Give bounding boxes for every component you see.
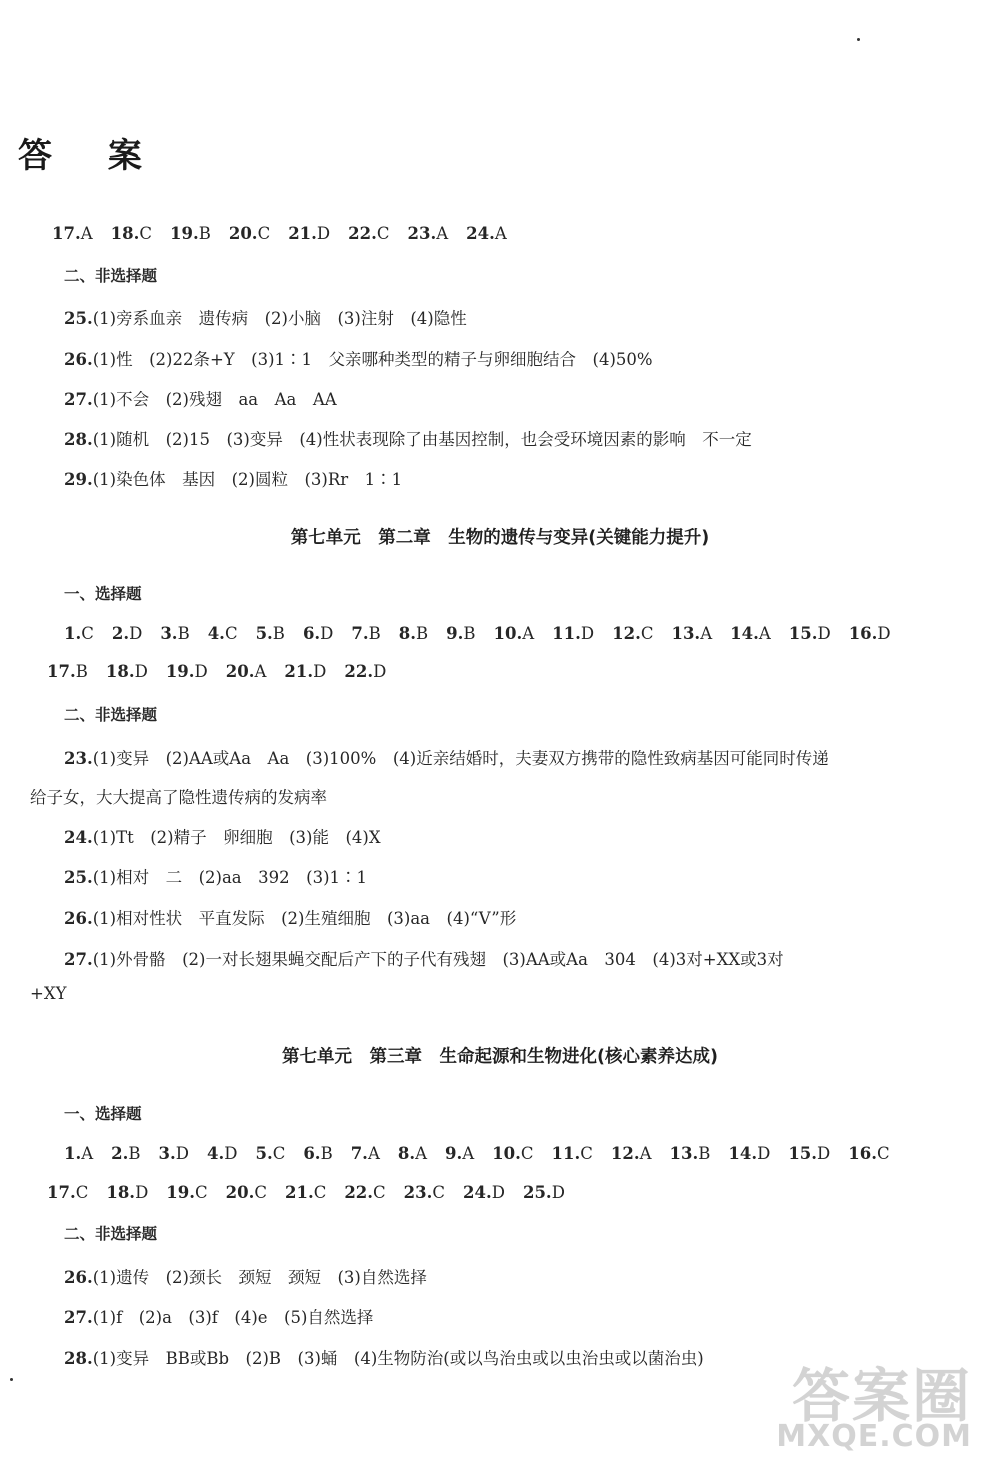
question-number: 25. — [64, 309, 93, 328]
question-number: 5. — [255, 624, 273, 643]
mc-answer-item — [166, 662, 208, 681]
question-number: 8. — [398, 624, 417, 643]
answer-text: (1)不会 (2)残翅 aa Aa AA — [92, 390, 337, 409]
answer-letter: B — [75, 662, 88, 681]
mc-answer-item — [170, 224, 211, 243]
question-number: 26. — [64, 909, 93, 928]
question-number: 25. — [522, 1183, 552, 1202]
answer-text: (1)相对 二 (2)aa 392 (3)1∶1 — [92, 868, 367, 887]
question-number: 3. — [160, 624, 178, 643]
answer-letter: B — [320, 1144, 333, 1163]
answer-line — [64, 905, 516, 929]
mc-answer-item — [351, 1144, 380, 1163]
answer-text: (1)染色体 基因 (2)圆粒 (3)Rr 1∶1 — [92, 470, 403, 489]
answer-line — [64, 1304, 373, 1328]
answer-letter: C — [640, 624, 654, 643]
answer-letter: D — [313, 662, 327, 681]
question-number: 27. — [64, 1308, 93, 1327]
question-number: 7. — [350, 1144, 368, 1163]
answer-letter: B — [416, 624, 429, 643]
question-number: 20. — [228, 224, 258, 243]
mc-answer-item — [64, 624, 94, 643]
answer-letter: D — [757, 1144, 771, 1163]
answer-line — [64, 864, 367, 888]
mc-answer-item — [348, 224, 389, 243]
mc-answer-item — [229, 224, 270, 243]
question-number: 26. — [64, 1268, 93, 1287]
question-number: 24. — [466, 224, 495, 243]
question-number: 1. — [64, 1144, 82, 1163]
answer-line — [64, 305, 467, 329]
question-number: 4. — [207, 1144, 225, 1163]
mc-answer-item — [612, 624, 653, 643]
question-number: 12. — [612, 624, 641, 643]
answer-letter: C — [254, 1183, 267, 1202]
answer-letter: D — [135, 1183, 149, 1202]
mc-answer-item — [445, 1144, 474, 1163]
answer-letter: B — [463, 624, 476, 643]
answer-27-ch2: 27.(1)外骨骼 (2)一对长翅果蝇交配后产下的子代有残翅 (3)AA或Aa 304 (4)3对+XX或3对 — [64, 950, 784, 969]
answer-letter: C — [224, 624, 238, 643]
question-number: 10. — [493, 624, 523, 643]
answer-letter: A — [367, 1144, 380, 1163]
question-number: 19. — [169, 224, 199, 243]
question-number: 23. — [407, 224, 437, 243]
answer-letter: A — [415, 1144, 428, 1163]
question-number: 28. — [64, 430, 93, 449]
answer-letter: A — [494, 224, 507, 243]
answer-letter: D — [817, 1144, 831, 1163]
question-number: 5. — [255, 1144, 273, 1163]
mc-answer-item — [256, 624, 285, 643]
watermark-logo-text: 答案圈 — [791, 1362, 972, 1430]
question-number: 1. — [64, 624, 82, 643]
mc-answers-1-16-ch3 — [64, 1144, 908, 1163]
answer-letter: B — [698, 1144, 711, 1163]
question-number: 16. — [848, 1144, 877, 1163]
question-number: 8. — [397, 1144, 416, 1163]
mc-answer-item — [789, 624, 831, 643]
answer-text: (1)相对性状 平直发际 (2)生殖细胞 (3)aa (4)“V”形 — [92, 909, 517, 928]
mc-answer-item — [47, 662, 88, 681]
answer-letter: C — [195, 1183, 208, 1202]
answer-text: (1)旁系血亲 遗传病 (2)小脑 (3)注射 (4)隐性 — [92, 309, 467, 328]
answer-letter: C — [373, 1183, 386, 1202]
answer-letter: C — [313, 1183, 327, 1202]
question-number: 24. — [463, 1183, 492, 1202]
question-number: 22. — [344, 1183, 374, 1202]
mc-answer-item — [494, 624, 535, 643]
answer-letter: D — [129, 624, 143, 643]
question-number: 6. — [302, 624, 321, 643]
mc-answer-item — [112, 624, 142, 643]
mc-answer-item — [463, 1183, 505, 1202]
question-number: 17. — [47, 662, 76, 681]
chapter-2-heading: 第七单元 第二章 生物的遗传与变异(关键能力提升) — [290, 528, 710, 548]
answer-text: (1)随机 (2)15 (3)变异 (4)性状表现除了由基因控制，也会受环境因素的影响 不一定 — [92, 430, 752, 449]
answer-line — [64, 824, 381, 848]
answer-line — [64, 426, 752, 450]
mc-answer-item — [344, 662, 386, 681]
answer-letter: A — [462, 1144, 475, 1163]
question-number: 18. — [110, 224, 140, 243]
mc-answer-item — [159, 1144, 189, 1163]
question-number: 26. — [64, 350, 93, 369]
answer-text: (1)变异 BB或Bb (2)B (3)蛹 (4)生物防治(或以鸟治虫或以虫治虫或以菌治虫) — [92, 1349, 704, 1368]
answer-letter: D — [551, 1183, 565, 1202]
answer-23-cont: 给子女，大大提高了隐性遗传病的发病率 — [30, 788, 327, 807]
question-number: 14. — [730, 624, 759, 643]
answer-letter: D — [817, 624, 831, 643]
question-number: 6. — [303, 1144, 321, 1163]
question-number: 11. — [551, 1144, 581, 1163]
mc-answer-item — [728, 1144, 770, 1163]
section-nonchoice-2: 二、非选择题 — [64, 706, 158, 724]
question-number: 18. — [105, 662, 135, 681]
answer-23-line1: (1)变异 (2)AA或Aa Aa (3)100% (4)近亲结婚时，夫妻双方携带的隐性致病基因可能同时传递 — [92, 749, 829, 768]
question-number: 15. — [788, 624, 818, 643]
answer-letter: C — [520, 1144, 534, 1163]
mc-answers-17-25-ch3 — [47, 1183, 583, 1202]
question-number: 4. — [207, 624, 225, 643]
question-number: 19. — [166, 1183, 196, 1202]
answer-letter: A — [436, 224, 449, 243]
mc-answer-item — [160, 624, 189, 643]
answer-letter: A — [254, 662, 267, 681]
mc-answer-item — [848, 1144, 889, 1163]
question-number: 24. — [64, 828, 93, 847]
answer-line — [64, 346, 653, 370]
mc-answer-item — [404, 1183, 445, 1202]
answer-letter: A — [522, 624, 535, 643]
question-number: 10. — [492, 1144, 521, 1163]
section-choice-3: 一、选择题 — [64, 1105, 142, 1123]
answer-letter: D — [320, 624, 334, 643]
question-number: 9. — [446, 624, 464, 643]
answer-letter: A — [700, 624, 713, 643]
mc-answer-item — [166, 1183, 207, 1202]
answer-letter: A — [80, 224, 93, 243]
answer-letter: A — [81, 1144, 94, 1163]
answer-letter: C — [272, 1144, 286, 1163]
mc-answer-item — [398, 1144, 427, 1163]
answer-letter: C — [376, 224, 390, 243]
answer-letter: D — [194, 662, 208, 681]
question-number: 21. — [284, 1183, 314, 1202]
mc-answer-item — [111, 1144, 140, 1163]
answer-27-cont: +XY — [30, 984, 67, 1003]
mc-answer-item — [788, 1144, 830, 1163]
question-number: 13. — [671, 624, 701, 643]
mc-answer-item — [303, 1144, 332, 1163]
mc-answer-item — [288, 224, 330, 243]
question-number: 9. — [445, 1144, 463, 1163]
answer-text: (1)性 (2)22条+Y (3)1∶1 父亲哪种类型的精子与卵细胞结合 (4)50% — [92, 350, 653, 369]
answer-text: (1)遗传 (2)颈长 颈短 颈短 (3)自然选择 — [92, 1268, 427, 1287]
answer-line — [64, 466, 402, 490]
mc-answer-item — [106, 662, 148, 681]
mc-answer-item — [255, 1144, 285, 1163]
answer-letter: C — [432, 1183, 446, 1202]
answer-text: (1)Tt (2)精子 卵细胞 (3)能 (4)X — [92, 828, 381, 847]
mc-answer-item — [552, 624, 594, 643]
mc-answer-item — [52, 224, 93, 243]
answer-letter: B — [272, 624, 285, 643]
question-number: 21. — [288, 224, 317, 243]
answer-letter: C — [257, 224, 271, 243]
answer-27-line1: (1)外骨骼 (2)一对长翅果蝇交配后产下的子代有残翅 (3)AA或Aa 304 (4)3对+XX或3对 — [92, 950, 784, 969]
answer-text: (1)f (2)a (3)f (4)e (5)自然选择 — [92, 1308, 374, 1327]
answer-letter: C — [139, 224, 152, 243]
mc-answer-item — [47, 1183, 88, 1202]
question-number: 14. — [728, 1144, 758, 1163]
section-choice-2: 一、选择题 — [64, 585, 142, 603]
mc-answer-item — [730, 624, 771, 643]
section-nonchoice-1: 二、非选择题 — [64, 267, 158, 285]
question-number: 15. — [788, 1144, 818, 1163]
question-number: 29. — [64, 470, 93, 489]
mc-answer-item — [523, 1183, 565, 1202]
answer-letter: C — [580, 1144, 593, 1163]
mc-answer-item — [106, 1183, 148, 1202]
answer-line — [64, 1264, 427, 1288]
scan-speck — [857, 38, 860, 41]
mc-answer-item — [226, 662, 267, 681]
mc-answer-item — [303, 624, 333, 643]
section-nonchoice-3: 二、非选择题 — [64, 1225, 158, 1243]
mc-answer-item — [492, 1144, 533, 1163]
question-number: 23. — [403, 1183, 433, 1202]
answer-letter: C — [876, 1144, 890, 1163]
answer-letter: A — [639, 1144, 652, 1163]
mc-answer-item — [226, 1183, 267, 1202]
answer-letter: C — [81, 624, 94, 643]
mc-answers-17-22-ch2 — [47, 662, 404, 681]
mc-answer-item — [208, 624, 238, 643]
mc-answer-item — [111, 224, 152, 243]
question-number: 28. — [64, 1349, 93, 1368]
question-number: 22. — [344, 662, 374, 681]
answer-line — [64, 1345, 704, 1369]
question-number: 17. — [47, 1183, 76, 1202]
question-number: 13. — [669, 1144, 699, 1163]
question-number: 17. — [52, 224, 81, 243]
mc-answer-item — [64, 1144, 93, 1163]
question-number: 11. — [552, 624, 581, 643]
answer-letter: C — [75, 1183, 89, 1202]
question-number: 18. — [106, 1183, 136, 1202]
question-number: 12. — [610, 1144, 640, 1163]
mc-answers-17-24 — [52, 224, 525, 243]
answer-letter: A — [758, 624, 771, 643]
answer-letter: D — [316, 224, 331, 243]
answer-line — [64, 386, 337, 410]
mc-answer-item — [284, 662, 326, 681]
answer-letter: D — [134, 662, 148, 681]
answer-letter: B — [177, 624, 190, 643]
page-title: 答 案 — [18, 136, 164, 176]
question-number: 20. — [225, 1183, 255, 1202]
question-number: 27. — [64, 390, 93, 409]
answer-23-ch2: 23.(1)变异 (2)AA或Aa Aa (3)100% (4)近亲结婚时，夫妻双方携带的隐性致病基因可能同时传递 — [64, 749, 829, 768]
question-number: 2. — [111, 1144, 129, 1163]
mc-answer-item — [611, 1144, 652, 1163]
mc-answer-item — [207, 1144, 237, 1163]
question-number: 2. — [111, 624, 130, 643]
mc-answer-item — [344, 1183, 385, 1202]
mc-answer-item — [285, 1183, 326, 1202]
mc-answer-item — [351, 624, 380, 643]
answer-letter: D — [491, 1183, 505, 1202]
mc-answer-item — [407, 224, 448, 243]
answer-letter: D — [373, 662, 387, 681]
chapter-3-heading: 第七单元 第三章 生命起源和生物进化(核心素养达成) — [282, 1047, 718, 1067]
question-number: 22. — [348, 224, 377, 243]
mc-answer-item — [466, 224, 507, 243]
question-number: 3. — [158, 1144, 176, 1163]
scan-speck — [10, 1378, 13, 1381]
site-watermark — [752, 1349, 982, 1459]
answer-letter: D — [580, 624, 595, 643]
answer-letter: D — [877, 624, 891, 643]
watermark-url: MXQE.COM — [776, 1419, 972, 1454]
question-number: 19. — [165, 662, 195, 681]
question-number: 25. — [64, 868, 93, 887]
question-number: 7. — [351, 624, 369, 643]
question-number: 21. — [284, 662, 314, 681]
answer-letter: D — [224, 1144, 238, 1163]
answer-letter: B — [368, 624, 381, 643]
answer-letter: D — [175, 1144, 189, 1163]
mc-answer-item — [446, 624, 475, 643]
mc-answer-item — [671, 624, 712, 643]
answer-letter: B — [128, 1144, 141, 1163]
mc-answers-1-16-ch2 — [64, 624, 909, 643]
mc-answer-item — [399, 624, 428, 643]
mc-answer-item — [552, 1144, 593, 1163]
mc-answer-item — [670, 1144, 711, 1163]
mc-answer-item — [849, 624, 891, 643]
question-number: 16. — [848, 624, 878, 643]
question-number: 20. — [225, 662, 255, 681]
answer-letter: B — [198, 224, 211, 243]
